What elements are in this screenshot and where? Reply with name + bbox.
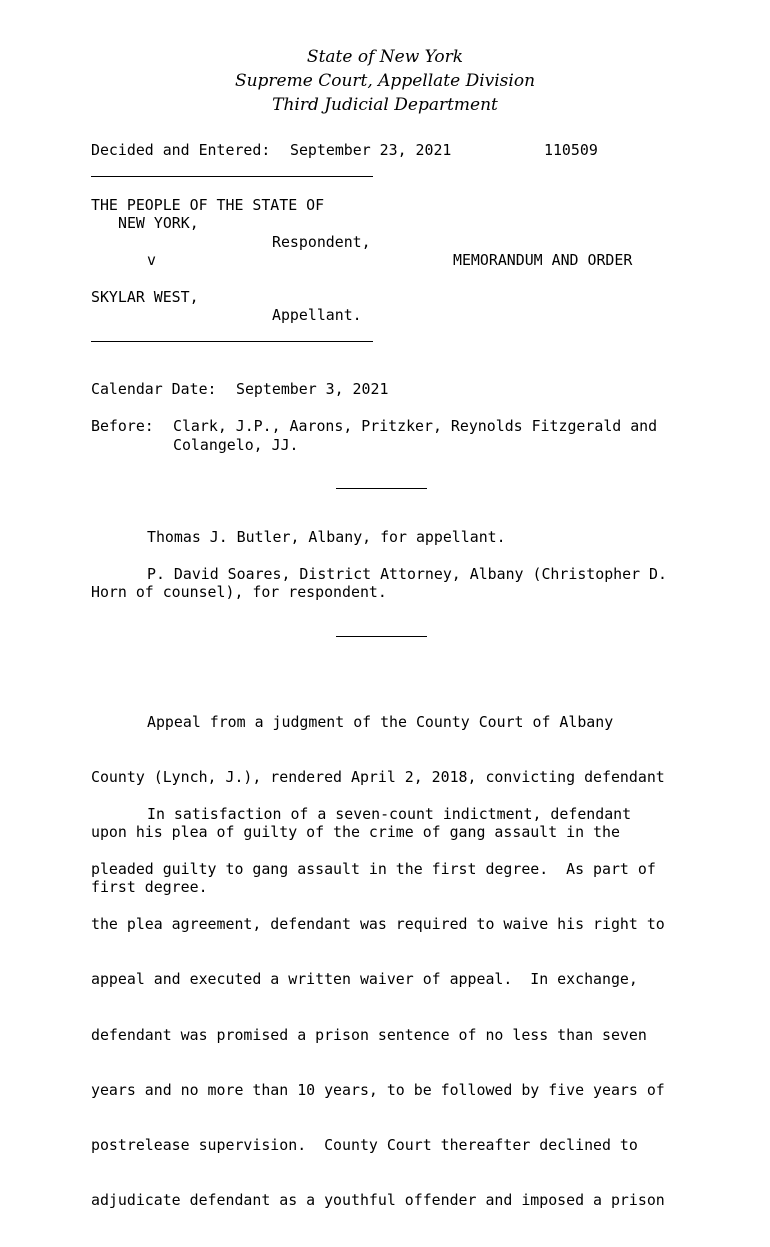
counsel-appellant: Thomas J. Butler, Albany, for appellant.	[147, 528, 506, 546]
appellant-name: SKYLAR WEST,	[91, 288, 199, 306]
paragraph-2-line: In satisfaction of a seven-count indictment, defendant	[147, 804, 632, 823]
section-divider-1	[336, 488, 427, 489]
panel-line1: Clark, J.P., Aarons, Pritzker, Reynolds Fitzgerald and	[173, 417, 658, 435]
case-number: 110509	[544, 141, 598, 159]
paragraph-2-line: appeal and executed a written waiver of appeal. In exchange,	[91, 970, 638, 989]
decided-date: September 23, 2021	[290, 141, 452, 159]
counsel-respondent-line1: P. David Soares, District Attorney, Albany (Christopher D.	[147, 565, 667, 583]
court-header	[0, 45, 770, 117]
document-title: MEMORANDUM AND ORDER	[453, 251, 633, 269]
paragraph-1-line: upon his plea of guilty of the crime of gang assault in the	[91, 823, 620, 842]
respondent-name-line1: THE PEOPLE OF THE STATE OF	[91, 196, 325, 214]
paragraph-2-line: defendant was promised a prison sentence of no less than seven	[91, 1025, 647, 1044]
versus: v	[147, 251, 156, 269]
paragraph-1-line: first degree.	[91, 878, 208, 897]
before-label: Before:	[91, 417, 154, 435]
paragraph-2-line: pleaded guilty to gang assault in the first degree. As part of	[91, 860, 656, 879]
calendar-date: September 3, 2021	[236, 380, 389, 398]
caption-bottom-rule	[91, 341, 373, 342]
respondent-role: Respondent,	[272, 233, 371, 251]
paragraph-1-line: Appeal from a judgment of the County Court of Albany	[147, 712, 614, 731]
section-divider-2	[336, 636, 427, 637]
court-name: Supreme Court, Appellate Division	[234, 71, 536, 91]
appellant-role: Appellant.	[272, 306, 362, 324]
respondent-name-line2: NEW YORK,	[118, 214, 199, 232]
panel-line2: Colangelo, JJ.	[173, 436, 299, 454]
decided-label: Decided and Entered:	[91, 141, 271, 159]
calendar-label: Calendar Date:	[91, 380, 217, 398]
counsel-respondent-line2: Horn of counsel), for respondent.	[91, 583, 387, 601]
paragraph-2-line: years and no more than 10 years, to be followed by five years of	[91, 1080, 665, 1099]
paragraph-1-line: County (Lynch, J.), rendered April 2, 2018, convicting defendant	[91, 768, 665, 787]
state-name: State of New York	[306, 47, 464, 67]
paragraph-2-line: adjudicate defendant as a youthful offender and imposed a prison	[91, 1191, 665, 1210]
department-name: Third Judicial Department	[272, 95, 498, 115]
paragraph-2-line: the plea agreement, defendant was required to waive his right to	[91, 915, 665, 934]
paragraph-2-line: postrelease supervision. County Court thereafter declined to	[91, 1136, 638, 1155]
paragraph-2	[91, 768, 665, 1247]
caption-top-rule	[91, 176, 373, 177]
